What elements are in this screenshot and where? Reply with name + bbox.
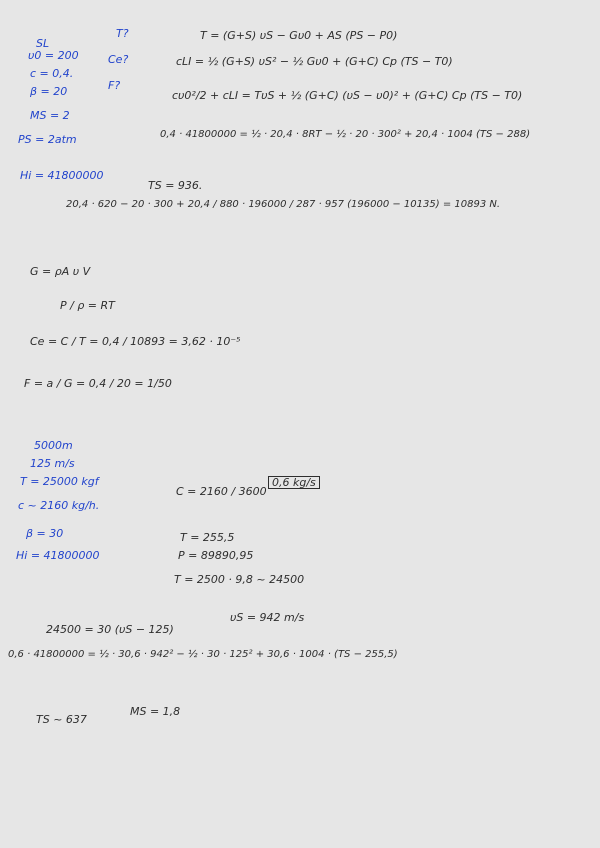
given-ps: PS = 2atm [18,133,77,146]
given2-beta: β = 30 [26,527,64,540]
given-beta: β = 20 [30,85,68,98]
eq2-vs-calc: 24500 = 30 (υS − 125) [46,623,174,636]
eq2-energy: 0,6 · 41800000 = ½ · 30,6 · 942² − ½ · 30 · 125² + 30,6 · 1004 · (TS − 255,5) [8,649,398,660]
eq2-t-val: T = 255,5 [180,531,235,544]
eq-ce: Ce = C / T = 0,4 / 10893 = 3,62 · 10⁻⁵ [30,335,241,348]
given2-consumption: c ~ 2160 kg/h. [18,499,100,512]
eq-thrust: T = (G+S) υS − Gυ0 + AS (PS − P0) [200,29,398,42]
given-u0: υ0 = 200 [28,49,79,62]
eq2-c-expr: C = 2160 / 3600 [176,485,267,498]
given-sl: SL [36,37,50,50]
eq-mass-flow: G = ρA υ V [30,265,91,278]
eq-ideal-gas: P / ρ = RT [60,299,115,312]
eq-f: F = a / G = 0,4 / 20 = 1/50 [24,377,172,390]
question-t: T? [116,27,129,40]
eq-energy: cLI = ½ (G+S) υS² − ½ Gυ0 + (G+C) Cp (TS − T0) [176,55,453,68]
eq-substitution: 0,4 · 41800000 = ½ · 20,4 · 8RT − ½ · 20 · 300² + 20,4 · 1004 (TS − 288) [160,129,531,140]
given2-altitude: 5000m [34,439,73,452]
eq2-ts: TS ~ 637 [36,713,87,726]
given-ms: MS = 2 [30,109,70,122]
eq-thrust-calc: 20,4 · 620 − 20 · 300 + 20,4 / 880 · 196000 / 287 · 957 (196000 − 10135) = 10893 N. [66,199,501,210]
given-c: c = 0,4. [30,67,74,80]
given2-hi: Hi = 41800000 [16,549,100,562]
eq2-ms: MS = 1,8 [130,705,181,718]
eq2-t-force: T = 2500 · 9,8 ~ 24500 [174,573,305,586]
eq-ts: TS = 936. [148,179,203,192]
eq2-p-val: P = 89890,95 [178,549,254,562]
given2-thrust: T = 25000 kgf [20,475,99,488]
given-hi: Hi = 41800000 [20,169,104,182]
question-f: F? [108,79,121,92]
eq2-c-result: 0,6 kg/s [268,476,320,489]
eq2-vs-result: υS = 942 m/s [230,611,305,624]
question-ce: Ce? [108,53,129,66]
eq-energy-full: cυ0²/2 + cLI = TυS + ½ (G+C) (υS − υ0)² + (G+C) Cp (TS − T0) [172,89,523,102]
given2-speed: 125 m/s [30,457,75,470]
